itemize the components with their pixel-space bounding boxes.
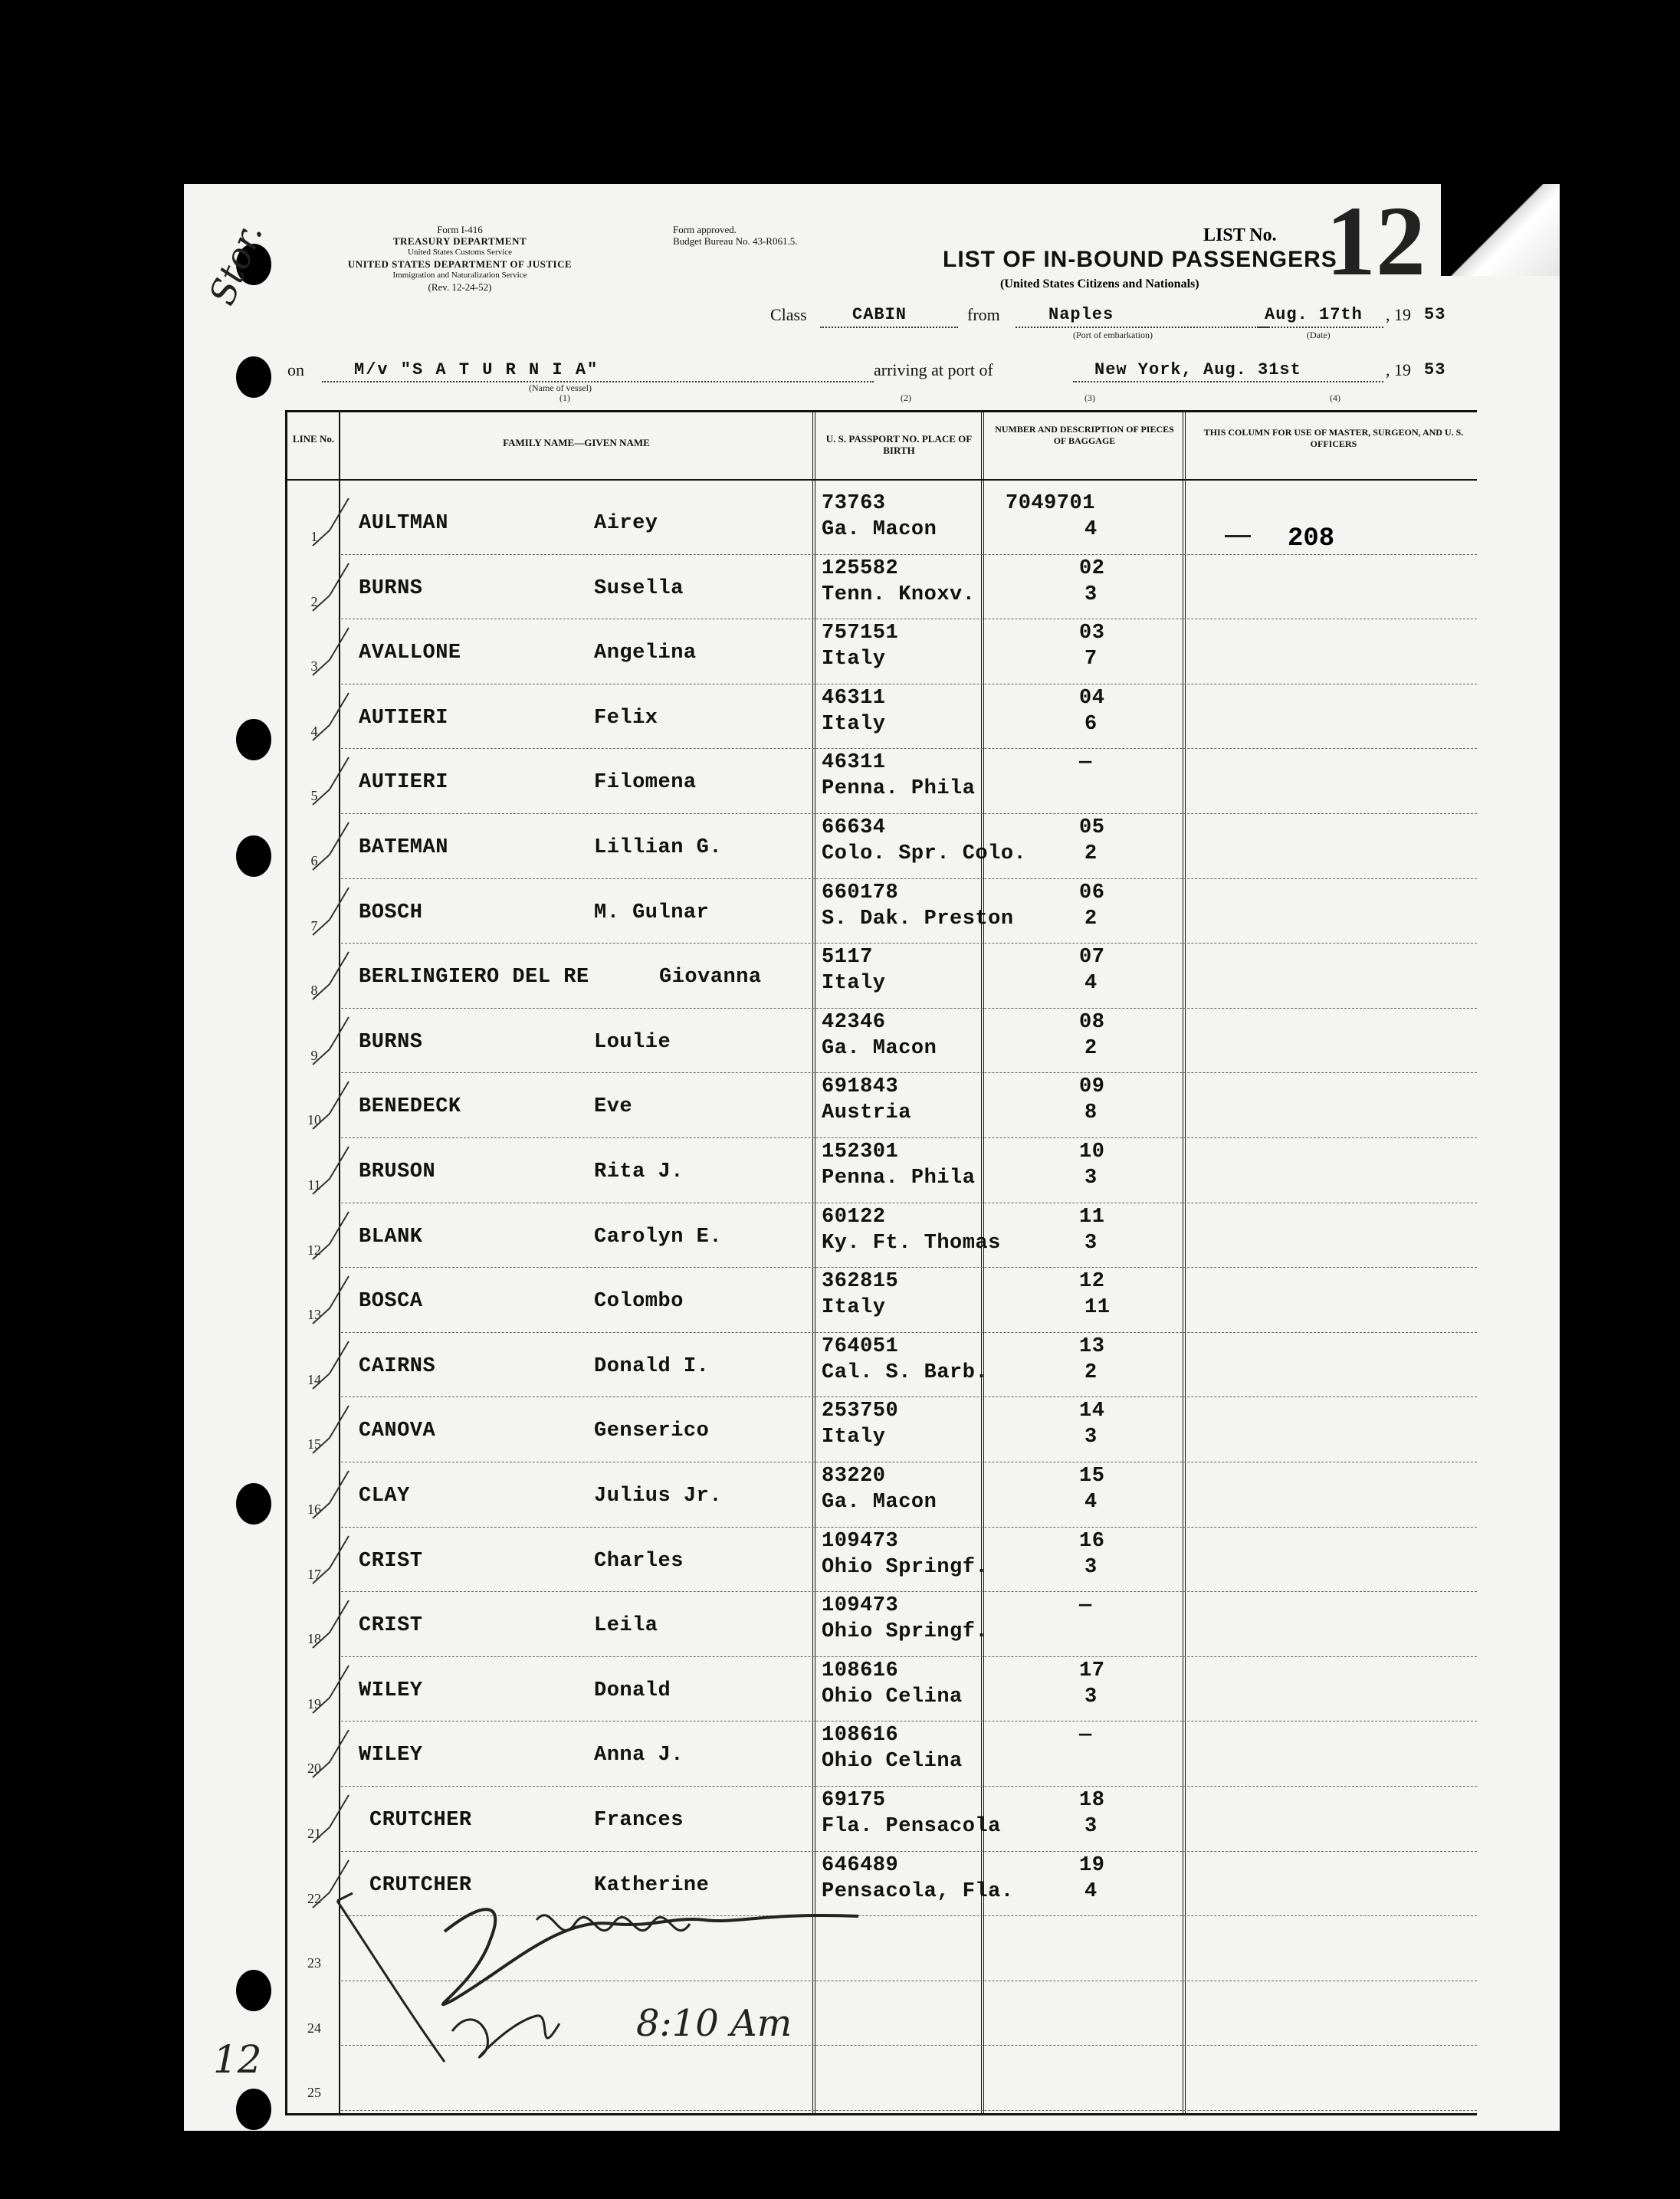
form-approval: [673, 224, 797, 247]
date-caption: (Date): [1307, 330, 1331, 340]
passport-number: 125582: [822, 557, 899, 580]
checkmark-icon: [307, 1724, 353, 1785]
baggage-number: 07: [1079, 946, 1105, 969]
checkmark-icon: [307, 1270, 353, 1331]
place-of-birth: Austria: [822, 1101, 911, 1124]
baggage-pieces: 6: [1084, 713, 1098, 736]
family-name: BOSCH: [359, 901, 423, 924]
family-name: BLANK: [359, 1226, 423, 1249]
passport-number: 46311: [822, 687, 886, 710]
line-number: 15: [307, 1436, 321, 1452]
baggage-pieces: 3: [1084, 1815, 1098, 1838]
customs-service: United States Customs Service: [408, 248, 512, 257]
place-of-birth: S. Dak. Preston: [822, 907, 1014, 930]
line-number: 16: [307, 1502, 321, 1517]
class-rule: [820, 327, 958, 328]
family-name: AULTMAN: [359, 512, 448, 535]
punch-hole: [236, 2089, 271, 2130]
baggage-pieces: 4: [1084, 1880, 1098, 1903]
baggage-pieces: 3: [1084, 1426, 1098, 1449]
row-rule: [341, 1332, 1477, 1333]
vessel-caption: (Name of vessel): [529, 382, 592, 393]
family-name: WILEY: [359, 1744, 423, 1767]
line-number: 5: [310, 788, 318, 803]
passport-number: 108616: [822, 1659, 899, 1682]
signature-time: 8:10 Am: [636, 2002, 792, 2045]
family-name: AUTIERI: [359, 707, 448, 730]
place-of-birth: Cal. S. Barb.: [822, 1361, 989, 1384]
class-label: Class: [770, 305, 807, 324]
line-number: 22: [307, 1891, 321, 1906]
passport-number: 691843: [822, 1075, 899, 1098]
port-rule: [1016, 327, 1268, 328]
baggage-number: 09: [1079, 1075, 1105, 1098]
class-value: CABIN: [852, 305, 907, 324]
page-number-handwritten: 12: [213, 2037, 262, 2082]
year-col-no: (4): [1330, 392, 1340, 403]
place-of-birth: Colo. Spr. Colo.: [822, 842, 1027, 865]
passport-number: 60122: [822, 1206, 886, 1229]
col-header-passport: U. S. PASSPORT NO. PLACE OF BIRTH: [825, 433, 973, 456]
header-rule: [285, 479, 1477, 481]
passport-number: 73763: [822, 492, 886, 515]
family-name: BURNS: [359, 1031, 423, 1054]
baggage-number: 18: [1079, 1789, 1105, 1812]
given-name: Airey: [594, 512, 658, 535]
given-name: Filomena: [594, 771, 697, 794]
row-rule: [341, 943, 1477, 944]
passport-number: 108616: [822, 1724, 899, 1747]
arriving-col-no: (2): [901, 392, 911, 403]
line-number: 25: [307, 2085, 321, 2100]
baggage-number: —: [1079, 1724, 1092, 1747]
line-number: 3: [310, 658, 318, 674]
col-divider: [981, 410, 984, 2115]
passport-number: 646489: [822, 1854, 899, 1877]
baggage-number: 13: [1079, 1335, 1105, 1358]
checkmark-icon: [307, 1400, 353, 1461]
port-caption: (Port of embarkation): [1073, 330, 1153, 340]
ins-service: Immigration and Naturalization Service: [392, 271, 527, 280]
family-name: CRIST: [359, 1614, 423, 1637]
place-of-birth: Penna. Phila: [822, 777, 976, 800]
checkmark-icon: [307, 1011, 353, 1072]
place-of-birth: Italy: [822, 713, 886, 736]
baggage-pieces: 7: [1084, 648, 1098, 671]
baggage-pieces: 3: [1084, 1685, 1098, 1708]
line-number: 18: [307, 1631, 321, 1646]
place-of-birth: Ky. Ft. Thomas: [822, 1232, 1001, 1255]
checkmark-icon: [307, 1141, 353, 1202]
baggage-pieces: 11: [1084, 1296, 1111, 1319]
checkmark-icon: [307, 1594, 353, 1656]
passport-number: 253750: [822, 1400, 899, 1423]
passport-number: 109473: [822, 1594, 899, 1617]
given-name: Donald: [594, 1679, 671, 1702]
checkmark-icon: [307, 1465, 353, 1526]
arrival-rule: [1073, 381, 1383, 382]
place-of-birth: Italy: [822, 648, 886, 671]
baggage-number: 14: [1079, 1400, 1105, 1423]
form-number: Form I-416: [437, 224, 483, 235]
baggage-pieces: 2: [1084, 842, 1098, 865]
punch-hole: [236, 356, 271, 398]
line-number: 19: [307, 1696, 321, 1712]
checkmark-icon: [307, 1206, 353, 1267]
row-rule: [341, 1137, 1477, 1138]
place-of-birth: Ga. Macon: [822, 1491, 937, 1514]
budget-bureau: Budget Bureau No. 43-R061.5.: [673, 235, 798, 247]
embarkation-date: Aug. 17th: [1265, 305, 1363, 324]
line-number: 2: [310, 594, 318, 609]
family-name: CRIST: [359, 1550, 423, 1573]
row-rule: [341, 1072, 1477, 1073]
vessel-col-no: (1): [559, 392, 570, 403]
row-rule: [341, 2110, 1477, 2111]
line-number: 8: [310, 983, 318, 998]
vessel-name: M/v "S A T U R N I A": [354, 360, 599, 379]
baggage-number: —: [1079, 751, 1092, 774]
passport-number: 5117: [822, 946, 873, 969]
checkmark-icon: [307, 557, 353, 619]
family-name: BURNS: [359, 577, 423, 600]
given-name: Angelina: [594, 642, 697, 665]
given-name: Leila: [594, 1614, 658, 1637]
place-of-birth: Italy: [822, 1426, 886, 1449]
row-rule: [341, 1267, 1477, 1268]
given-name: Eve: [594, 1095, 633, 1118]
col-header-officers: THIS COLUMN FOR USE OF MASTER, SURGEON, AND U. S. OFFICERS: [1203, 427, 1464, 449]
list-number-value: 12: [1326, 186, 1426, 297]
passport-number: 46311: [822, 751, 886, 774]
baggage-number: 16: [1079, 1530, 1105, 1553]
line-number: 14: [307, 1372, 321, 1387]
passport-number: 757151: [822, 622, 899, 645]
on-label: on: [287, 360, 304, 379]
family-name: BERLINGIERO DEL RE: [359, 966, 589, 989]
punch-hole: [236, 835, 271, 877]
baggage-pieces: 4: [1084, 972, 1098, 995]
line-number: 13: [307, 1307, 321, 1322]
checkmark-icon: [307, 946, 353, 1007]
baggage-pieces: 8: [1084, 1101, 1098, 1124]
given-name: Katherine: [594, 1874, 710, 1897]
checkmark-icon: [307, 492, 353, 553]
place-of-birth: Ohio Celina: [822, 1750, 963, 1773]
row-rule: [341, 554, 1477, 555]
checkmark-icon: [307, 816, 353, 878]
revision-date: (Rev. 12-24-52): [428, 281, 492, 293]
baggage-number: 02: [1079, 557, 1105, 580]
line-number: 6: [310, 853, 318, 868]
place-of-birth: Pensacola, Fla.: [822, 1880, 1014, 1903]
checkmark-icon: [307, 622, 353, 683]
arrival-col-no: (3): [1084, 392, 1095, 403]
passport-number: 66634: [822, 816, 886, 839]
row-rule: [341, 1786, 1477, 1787]
baggage-number: 03: [1079, 622, 1105, 645]
passport-number: 152301: [822, 1141, 899, 1164]
row-rule: [341, 878, 1477, 879]
baggage-pieces: 3: [1084, 1232, 1098, 1255]
line-number: 21: [307, 1826, 321, 1841]
baggage-number: 11: [1079, 1206, 1105, 1229]
port-of-embarkation: Naples: [1048, 305, 1114, 324]
passport-number: 362815: [822, 1270, 899, 1293]
place-of-birth: Tenn. Knoxv.: [822, 583, 976, 606]
col-divider: [1183, 410, 1186, 2115]
baggage-pieces: 2: [1084, 907, 1098, 930]
baggage-pieces: 4: [1084, 1491, 1098, 1514]
given-name: Felix: [594, 707, 658, 730]
given-name: Colombo: [594, 1290, 684, 1313]
place-of-birth: Fla. Pensacola: [822, 1815, 1001, 1838]
row-rule: [341, 813, 1477, 814]
line-number: 9: [310, 1048, 318, 1063]
given-name: Genserico: [594, 1420, 710, 1442]
folded-corner: [1441, 184, 1560, 276]
col-header-name: FAMILY NAME—GIVEN NAME: [503, 437, 650, 448]
row-rule: [341, 1656, 1477, 1657]
punch-hole: [236, 719, 271, 760]
baggage-number: 7049701: [1006, 492, 1095, 515]
baggage-number: 15: [1079, 1465, 1105, 1488]
page-subtitle: (United States Citizens and Nationals): [1000, 277, 1199, 290]
line-number: 20: [307, 1761, 321, 1776]
page-title: LIST OF IN-BOUND PASSENGERS: [943, 247, 1337, 272]
from-label: from: [967, 305, 1000, 324]
baggage-number: —: [1079, 1594, 1092, 1617]
family-name: CLAY: [359, 1485, 410, 1508]
passport-number: 69175: [822, 1789, 886, 1812]
form-approved: Form approved.: [673, 224, 737, 235]
family-name: AVALLONE: [359, 642, 461, 665]
place-of-birth: Penna. Phila: [822, 1167, 976, 1190]
baggage-number: 19: [1079, 1854, 1105, 1877]
given-name: Lillian G.: [594, 836, 723, 859]
family-name: CRUTCHER: [369, 1809, 472, 1832]
line-number: 17: [307, 1567, 321, 1582]
family-name: BRUSON: [359, 1160, 436, 1183]
form-header-left: [284, 224, 636, 293]
given-name: Anna J.: [594, 1744, 684, 1767]
baggage-pieces: 4: [1084, 518, 1098, 541]
given-name: Donald I.: [594, 1355, 710, 1378]
col-divider: [812, 410, 815, 2115]
family-name: AUTIERI: [359, 771, 448, 794]
place-of-birth: Ohio Springf.: [822, 1620, 989, 1643]
baggage-pieces: 3: [1084, 1556, 1098, 1579]
checkmark-icon: [307, 881, 353, 943]
year-embarkation: 53: [1424, 305, 1446, 324]
official-signature: [307, 1886, 889, 2085]
row-rule: [341, 1851, 1477, 1852]
line-number: 1: [310, 529, 318, 544]
checkmark-icon: [307, 751, 353, 812]
given-name: Frances: [594, 1809, 684, 1832]
line-number: 24: [307, 2020, 321, 2036]
officer-dash: [1225, 535, 1251, 537]
checkmark-icon: [307, 687, 353, 748]
place-of-birth: Ohio Springf.: [822, 1556, 989, 1579]
given-name: Loulie: [594, 1031, 671, 1054]
year-arrival: 53: [1424, 360, 1446, 379]
baggage-pieces: 2: [1084, 1361, 1098, 1384]
line-number: 12: [307, 1242, 321, 1258]
baggage-number: 17: [1079, 1659, 1105, 1682]
justice-dept: UNITED STATES DEPARTMENT OF JUSTICE: [347, 258, 573, 270]
line-number: 7: [310, 918, 318, 934]
col-header-baggage: NUMBER AND DESCRIPTION OF PIECES OF BAGGAGE: [995, 424, 1174, 446]
given-name: Susella: [594, 577, 684, 600]
place-of-birth: Ohio Celina: [822, 1685, 963, 1708]
family-name: WILEY: [359, 1679, 423, 1702]
col-header-line-no: LINE No.: [292, 433, 335, 445]
passport-number: 660178: [822, 881, 899, 904]
given-name: Carolyn E.: [594, 1226, 723, 1249]
given-name: Julius Jr.: [594, 1485, 723, 1508]
line-number: 23: [307, 1955, 321, 1971]
family-name: BATEMAN: [359, 836, 448, 859]
punch-hole: [236, 1970, 271, 2011]
line-number: 4: [310, 724, 318, 739]
baggage-number: 12: [1079, 1270, 1105, 1293]
family-name: CRUTCHER: [369, 1874, 472, 1897]
baggage-number: 10: [1079, 1141, 1105, 1164]
given-name: Rita J.: [594, 1160, 684, 1183]
baggage-pieces: 3: [1084, 1167, 1098, 1190]
punch-hole: [236, 1483, 271, 1525]
list-number-label: LIST No.: [1203, 225, 1277, 245]
row-rule: [341, 1008, 1477, 1009]
given-name: Giovanna: [659, 966, 762, 989]
place-of-birth: Ga. Macon: [822, 518, 937, 541]
treasury-dept: TREASURY DEPARTMENT: [392, 235, 527, 247]
row-rule: [341, 748, 1477, 749]
baggage-pieces: 2: [1084, 1037, 1098, 1060]
family-name: BENEDECK: [359, 1095, 461, 1118]
line-number: 10: [307, 1112, 321, 1127]
baggage-number: 05: [1079, 816, 1105, 839]
place-of-birth: Ga. Macon: [822, 1037, 937, 1060]
baggage-number: 06: [1079, 881, 1105, 904]
baggage-number: 04: [1079, 687, 1105, 710]
given-name: Charles: [594, 1550, 684, 1573]
checkmark-icon: [307, 1789, 353, 1850]
given-name: M. Gulnar: [594, 901, 710, 924]
place-of-birth: Italy: [822, 1296, 886, 1319]
checkmark-icon: [307, 1530, 353, 1591]
passport-number: 42346: [822, 1011, 886, 1034]
checkmark-icon: [307, 1335, 353, 1397]
vessel-rule: [322, 381, 874, 382]
baggage-number: 08: [1079, 1011, 1105, 1034]
row-rule: [341, 1527, 1477, 1528]
arriving-label: arriving at port of: [874, 360, 993, 379]
date-rule: [1257, 327, 1383, 328]
baggage-pieces: 3: [1084, 583, 1098, 606]
line-number: 11: [307, 1177, 321, 1193]
family-name: CANOVA: [359, 1420, 436, 1442]
place-of-birth: Italy: [822, 972, 886, 995]
year-prefix-1: , 19: [1386, 305, 1411, 324]
margin-annotation: Stor.: [201, 217, 271, 311]
arrival-port-date: New York, Aug. 31st: [1094, 360, 1301, 379]
checkmark-icon: [307, 1075, 353, 1137]
family-name: CAIRNS: [359, 1355, 436, 1378]
passport-number: 83220: [822, 1465, 886, 1488]
checkmark-icon: [307, 1659, 353, 1721]
row-rule: [341, 1591, 1477, 1592]
passport-number: 109473: [822, 1530, 899, 1553]
year-prefix-2: , 19: [1386, 360, 1411, 379]
officer-note: 208: [1288, 524, 1335, 553]
family-name: BOSCA: [359, 1290, 423, 1313]
passport-number: 764051: [822, 1335, 899, 1358]
